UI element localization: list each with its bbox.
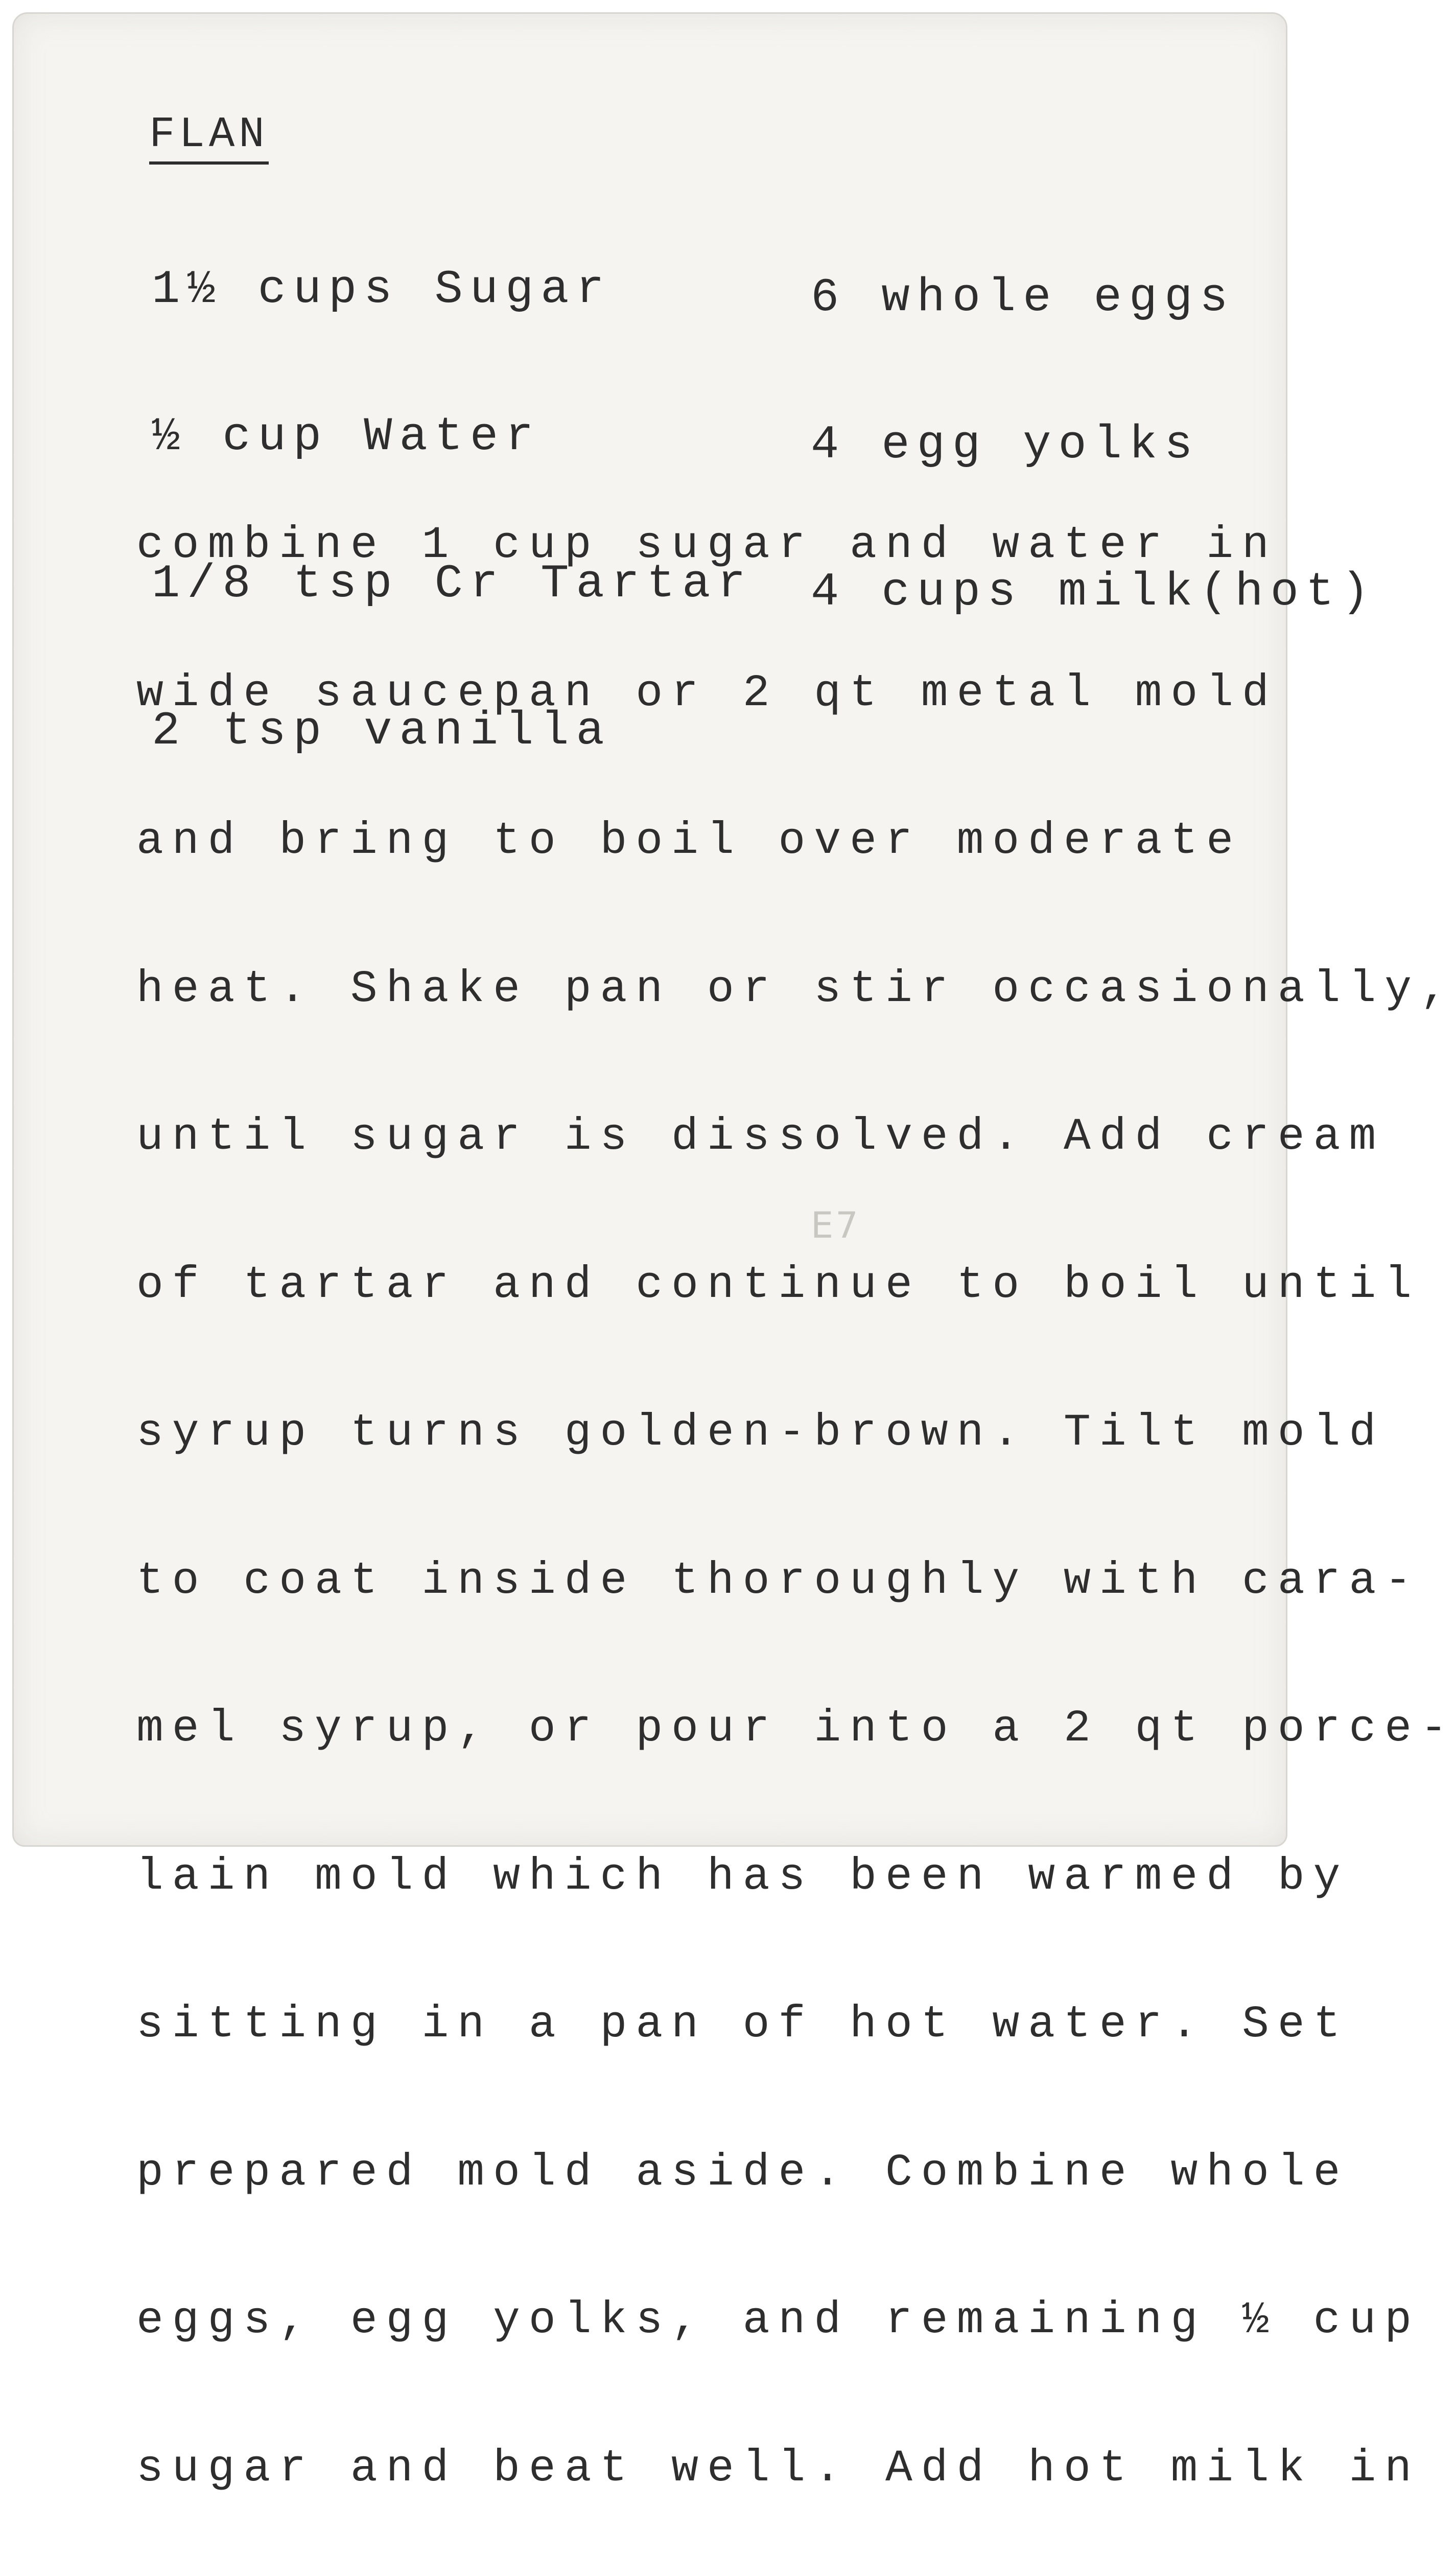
ingredient-line: 1/8 tsp Cr Tartar [152, 557, 753, 611]
ingredient-line: 4 egg yolks [811, 418, 1200, 472]
method-line: of tartar and continue to boil until [136, 1260, 1421, 1311]
method-line: sitting in a pan of hot water. Set [136, 2000, 1349, 2050]
method-line: prepared mold aside. Combine whole [136, 2147, 1349, 2198]
method-line: mel syrup, or pour into a 2 qt porce- [136, 1704, 1456, 1754]
method-line: until sugar is dissolved. Add cream [136, 1112, 1385, 1163]
method-line: to coat inside thoroughly with cara- [136, 1555, 1421, 1607]
method-line: sugar and beat well. Add hot milk in [136, 2443, 1421, 2494]
method-line: syrup turns golden-brown. Tilt mold [136, 1408, 1385, 1458]
ingredient-line: 6 whole eggs [811, 271, 1235, 324]
method-line: wide saucepan or 2 qt metal mold [136, 668, 1278, 719]
method-line: eggs, egg yolks, and remaining ½ cup [136, 2295, 1421, 2346]
pencil-mark: E7 [811, 1204, 860, 1246]
method-line: and bring to boil over moderate [136, 816, 1242, 867]
method-line: lain mold which has been warmed by [136, 1851, 1349, 1902]
ingredient-line: ½ cup Water [152, 410, 541, 463]
ingredient-line: 2 tsp vanilla [152, 704, 612, 758]
recipe-title: FLAN [149, 111, 269, 165]
method-paragraph [136, 418, 1456, 2555]
method-line: combine 1 cup sugar and water in [136, 520, 1278, 571]
ingredient-line: 1½ cups Sugar [152, 263, 612, 316]
method-line: heat. Shake pan or stir occasionally, [136, 964, 1456, 1015]
ingredient-line: 4 cups milk(hot) [811, 565, 1377, 619]
recipe-card [12, 12, 1456, 2494]
